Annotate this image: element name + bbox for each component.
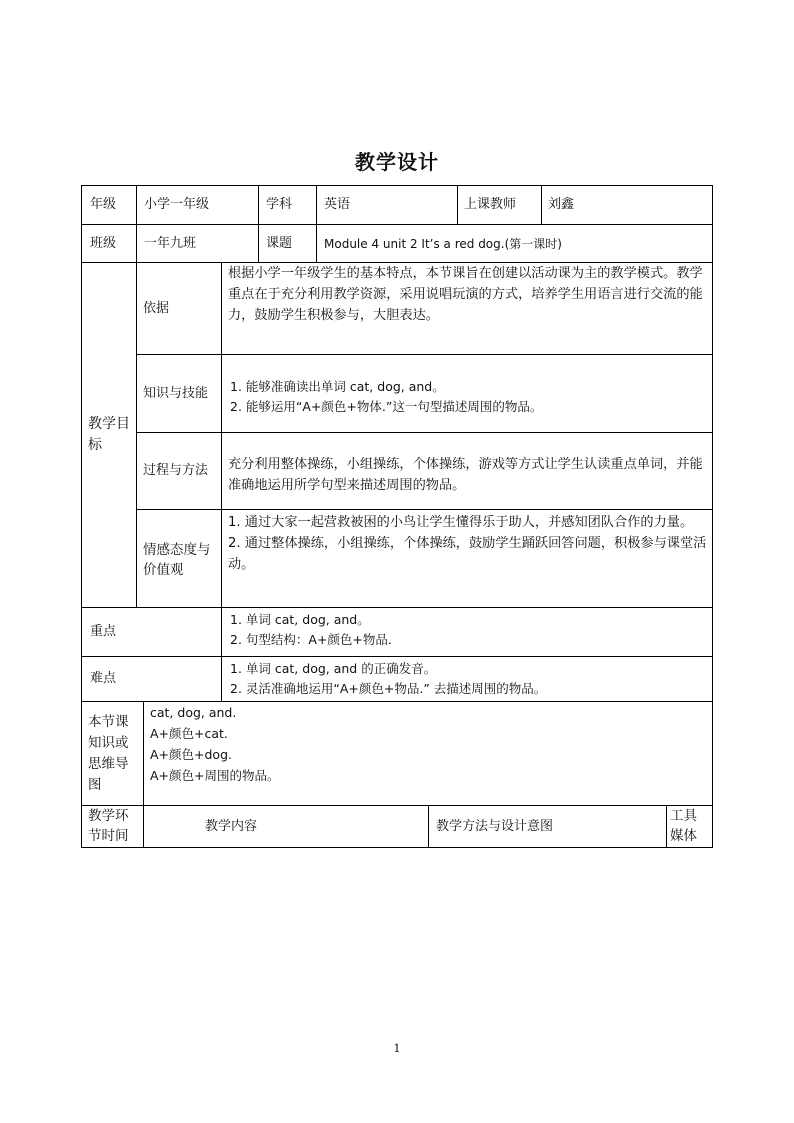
process-label: 过程与方法 xyxy=(143,463,209,478)
grade-value: 小学一年级 xyxy=(144,197,210,212)
content-label: 教学内容 xyxy=(205,818,258,834)
teacher-value: 刘鑫 xyxy=(548,197,575,212)
key-points-list xyxy=(230,610,710,650)
mindmap-label: 本节课知识或思维导图 xyxy=(88,714,129,793)
key-points-label: 重点 xyxy=(90,624,117,639)
emotion-label: 情感态度与价值观 xyxy=(143,542,211,578)
knowledge-list xyxy=(230,377,710,417)
knowledge-label: 知识与技能 xyxy=(143,385,209,401)
list-item: 1. 单词 cat, dog, and。 xyxy=(230,612,370,627)
topic-label: 课题 xyxy=(266,235,293,251)
tools-label: 工具媒体 xyxy=(670,808,697,844)
mindmap-content xyxy=(150,702,705,786)
list-item: 1. 通过大家一起营救被困的小鸟让学生懂得乐于助人，并感知团队合作的力量。 xyxy=(228,515,694,530)
page-title: 教学设计 xyxy=(355,150,439,174)
list-item: A+颜色+dog. xyxy=(150,747,232,762)
basis-label: 依据 xyxy=(143,300,170,316)
list-item: 2. 通过整体操练，小组操练，个体操练，鼓励学生踊跃回答问题，积极参与课堂活动。 xyxy=(228,536,707,572)
objectives-label: 教学目标 xyxy=(88,416,130,453)
list-item: 1. 单词 cat, dog, and 的正确发音。 xyxy=(230,661,437,676)
difficulties-list xyxy=(230,659,710,699)
subject-label: 学科 xyxy=(266,197,293,212)
emotion-text xyxy=(228,512,710,575)
teacher-label: 上课教师 xyxy=(464,197,517,212)
class-value: 一年九班 xyxy=(144,235,197,251)
basis-text: 根据小学一年级学生的基本特点，本节课旨在创建以活动课为主的教学模式。教学重点在于充分利用教学资源，采用说唱玩演的方式，培养学生用语言进行交流的能力，鼓励学生积极参与，大胆表达。 xyxy=(228,266,703,323)
list-item: 2. 能够运用“A+颜色+物体.”这一句型描述周围的物品。 xyxy=(230,399,543,414)
list-item: 2. 句型结构：A+颜色+物品. xyxy=(230,632,392,647)
method-label: 教学方法与设计意图 xyxy=(436,818,554,834)
difficulties-label: 难点 xyxy=(90,671,117,686)
process-text: 充分利用整体操练，小组操练，个体操练，游戏等方式让学生认读重点单词，并能准确地运用所学句型来描述周围的物品。 xyxy=(228,457,703,493)
grade-label: 年级 xyxy=(90,197,117,212)
time-label: 教学环节时间 xyxy=(88,808,129,844)
class-label: 班级 xyxy=(90,235,117,251)
page-number: 1 xyxy=(393,1042,401,1055)
topic-value: Module 4 unit 2 It’s a red dog.(第一课时) xyxy=(324,236,562,251)
list-item: A+颜色+cat. xyxy=(150,726,228,741)
list-item: cat, dog, and. xyxy=(150,705,237,720)
list-item: 1. 能够准确读出单词 cat, dog, and。 xyxy=(230,379,445,394)
list-item: 2. 灵活准确地运用“A+颜色+物品.” 去描述周围的物品。 xyxy=(230,681,547,696)
list-item: A+颜色+周围的物品。 xyxy=(150,768,280,783)
subject-value: 英语 xyxy=(324,197,351,212)
